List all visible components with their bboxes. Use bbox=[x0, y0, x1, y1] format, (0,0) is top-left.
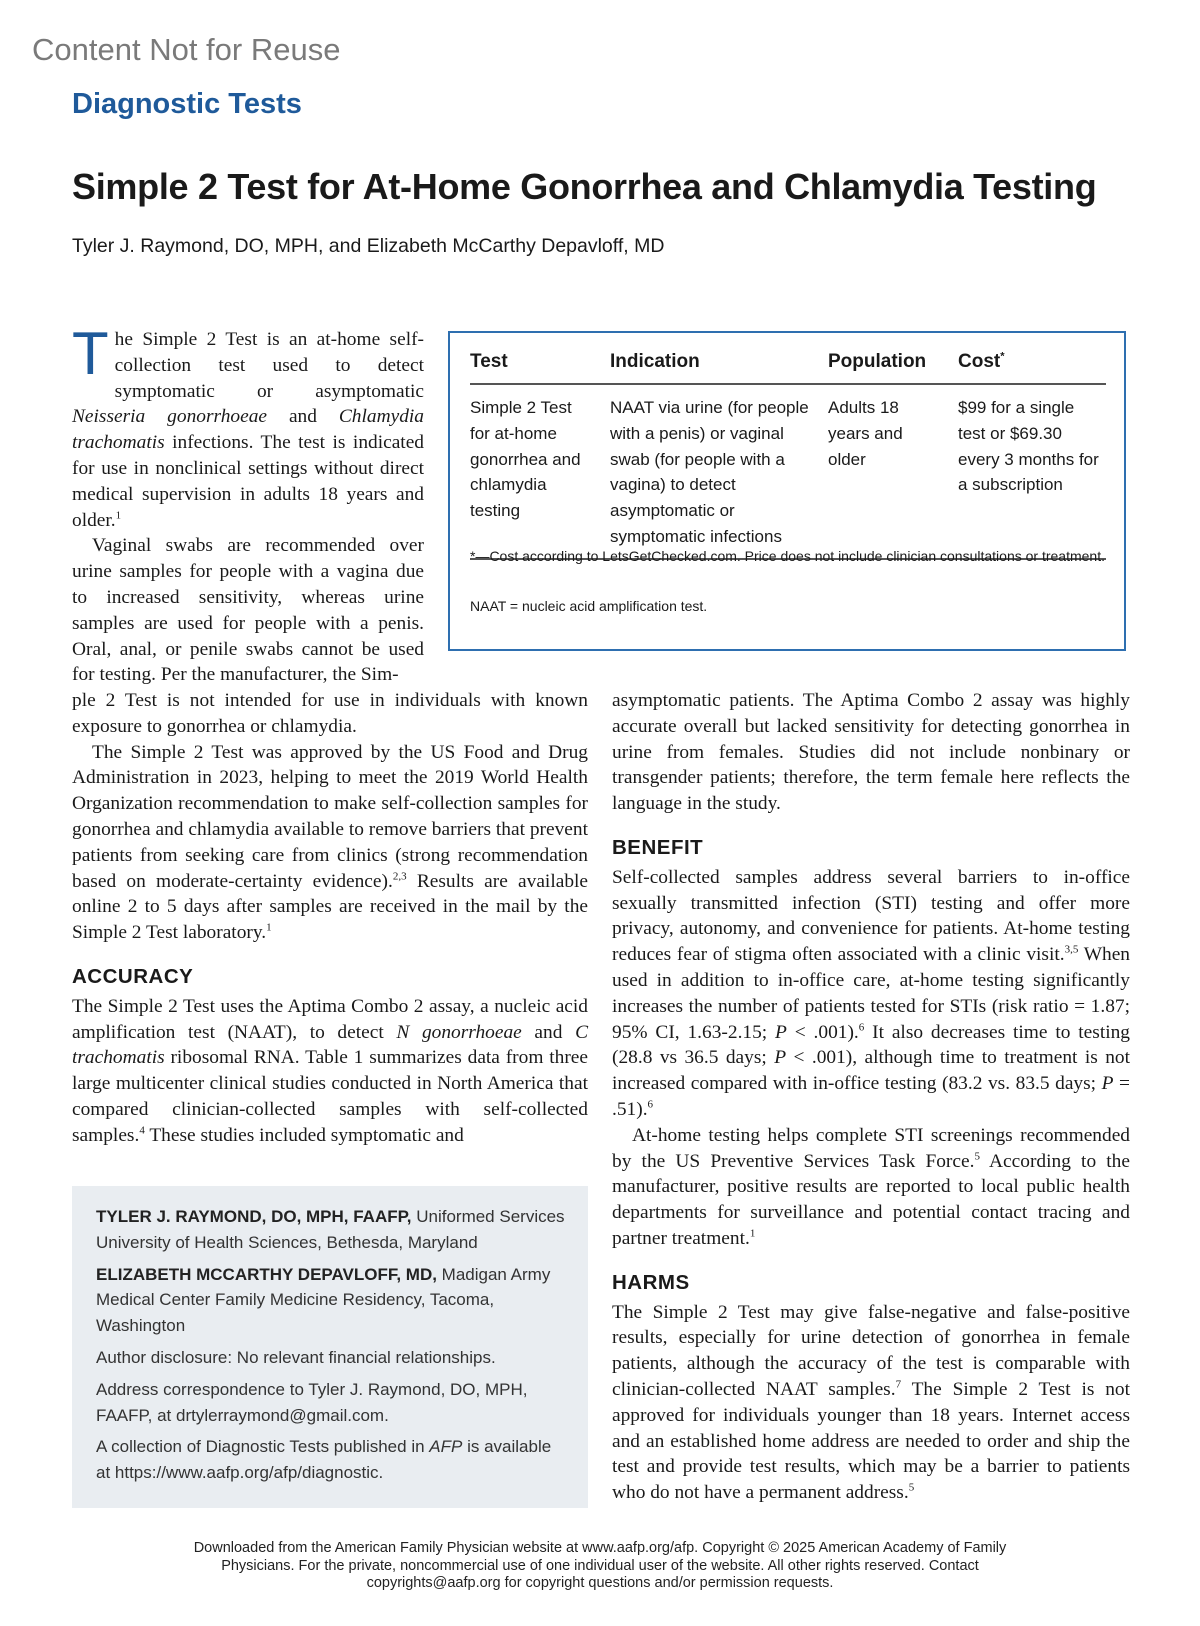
author-disclosure: Author disclosure: No relevant financial relationships. bbox=[96, 1347, 496, 1367]
benefit-heading: BENEFIT bbox=[612, 835, 704, 859]
summary-table-box bbox=[448, 331, 1126, 651]
cell-cost: $99 for a single test or $69.30 every 3 months for a subscription bbox=[958, 384, 1106, 559]
accuracy-paragraph: The Simple 2 Test uses the Aptima Combo 2 assay, a nucleic acid amplification test (NAAT), to detect N gonorrhoeae and C trachomatis ribosomal RNA. Table 1 summarizes data from three large multicenter clinical studies conducted in North America that compared clinician-collected samples with self-collected samples.$^4$ These studies included symptomatic and bbox=[72, 995, 589, 1146]
cell-indication: NAAT via urine (for people with a penis) or vaginal swab (for people with a vagina) to detect asymptomatic or symptomatic infections bbox=[610, 384, 828, 559]
right-column bbox=[612, 688, 1130, 1506]
section-label: Diagnostic Tests bbox=[72, 88, 302, 120]
header-indication: Indication bbox=[610, 347, 828, 384]
collection-note: A collection of Diagnostic Tests published in AFP is available at https://www.aafp.org/afp/diagnostic. bbox=[96, 1437, 552, 1483]
accuracy-heading: ACCURACY bbox=[72, 964, 194, 988]
watermark: Content Not for Reuse bbox=[32, 32, 341, 67]
author-info-box bbox=[72, 1186, 588, 1508]
summary-table bbox=[470, 347, 1106, 560]
article-title: Simple 2 Test for At-Home Gonorrhea and Chlamydia Testing bbox=[72, 166, 1097, 207]
copyright-footer: Downloaded from the American Family Physician website at www.aafp.org/afp. Copyright © 2025 American Academy of Family Physicians. For the private, noncommercial use of one individual user of the website. All other rights reserved. Contact copyrights@aafp.org for copyright questions and/or permission requests. bbox=[193, 1540, 1007, 1591]
author-1-info: TYLER J. RAYMOND, DO, MPH, FAAFP, Uniformed Services University of Health Sciences, Bethesda, Maryland bbox=[96, 1207, 565, 1252]
intro-paragraph-2: Vaginal swabs are recommended over urine samples for people with a vagina due to increased sensitivity, whereas urine samples are used for people with a penis. Oral, anal, or penile swabs cannot be used for testing. Per the manufacturer, the Sim- bbox=[72, 535, 424, 686]
accuracy-paragraph-cont: asymptomatic patients. The Aptima Combo 2 assay was highly accurate overall but lacked sensitivity for detecting gonorrhea in urine from females. Studies did not include nonbinary or transgender patients; therefore, the term female here reflects the language in the study. bbox=[612, 690, 1130, 815]
table-header-row bbox=[470, 347, 1106, 384]
harms-heading: HARMS bbox=[612, 1270, 690, 1294]
intro-paragraph-2-cont: ple 2 Test is not intended for use in individuals with known exposure to gonorrhea or chlamydia. bbox=[72, 690, 588, 737]
author-2-info: ELIZABETH MCCARTHY DEPAVLOFF, MD, Madigan Army Medical Center Family Medicine Residency, Tacoma, Washington bbox=[96, 1264, 551, 1336]
header-cost: Cost* bbox=[958, 347, 1106, 384]
benefit-paragraph-2: At-home testing helps complete STI screenings recommended by the US Preventive Services Task Force.$^5$ According to the manufacturer, positive results are reported to local public health departments for surveillance and potential contact tracing and partner treatment.$^1$ bbox=[612, 1124, 1130, 1249]
cell-test: Simple 2 Test for at-home gonorrhea and chlamydia testing bbox=[470, 384, 610, 559]
left-column bbox=[72, 688, 588, 1149]
intro-text bbox=[72, 320, 424, 688]
correspondence: Address correspondence to Tyler J. Raymond, DO, MPH, FAAFP, at drtylerraymond@gmail.com. bbox=[96, 1379, 528, 1425]
benefit-paragraph-1: Self-collected samples address several barriers to in-office sexually transmitted infection (STI) testing and offer more privacy, autonomy, and convenience for patients. At-home testing reduces fear of stigma often associated with a clinic visit.$^{3,5}$ When used in addition to in-office care, at-home testing significantly increases the number of patients tested for STIs (risk ratio = 1.87; 95% CI, 1.63-2.15; P < .001).$^6$ It also decreases time to testing (28.8 vs 36.5 days; P < .001), although time to treatment is not increased compared with in-office testing (83.2 vs. 83.5 days; P = .51).$^6$ bbox=[612, 866, 1131, 1120]
intro-paragraph-1: The Simple 2 Test is an at-home self-collection test used to detect symptomatic or asymptomatic Neisseria gonorrhoeae and Chlamydia trachomatis infections. The test is indicated for use in nonclinical settings without direct medical supervision in adults 18 years and older.$^1$ bbox=[72, 320, 424, 531]
author-line: Tyler J. Raymond, DO, MPH, and Elizabeth McCarthy Depavloff, MD bbox=[72, 235, 665, 257]
table-footnote-naat: NAAT = nucleic acid amplification test. bbox=[470, 598, 708, 614]
drop-cap: T bbox=[72, 320, 109, 387]
header-population: Population bbox=[828, 347, 958, 384]
harms-paragraph: The Simple 2 Test may give false-negative and false-positive results, especially for urine detection of gonorrhea in female patients, although the accuracy of the test is comparable with clinician-collected NAAT samples.$^7$ The Simple 2 Test is not approved for individuals younger than 18 years. Internet access and an established home address are needed to order and ship the test and provide test results, which may be a barrier to patients who do not have a permanent address.$^5$ bbox=[612, 1301, 1131, 1504]
cell-population: Adults 18 years and older bbox=[828, 384, 958, 559]
table-footnote-cost: *—Cost according to LetsGetChecked.com. Price does not include clinician consultations or treatment. bbox=[470, 548, 1105, 564]
header-test: Test bbox=[470, 347, 610, 384]
table-row bbox=[470, 384, 1106, 559]
intro-paragraph-3: The Simple 2 Test was approved by the US Food and Drug Administration in 2023, helping to meet the 2019 World Health Organization recommendation to make self-collection samples for gonorrhea and chlamydia available to remove barriers that prevent patients from seeking care from clinics (strong recommendation based on moderate-certainty evidence).$^{2,3}$ Results are available online 2 to 5 days after samples are received in the mail by the Simple 2 Test laboratory.$^1$ bbox=[72, 741, 589, 944]
